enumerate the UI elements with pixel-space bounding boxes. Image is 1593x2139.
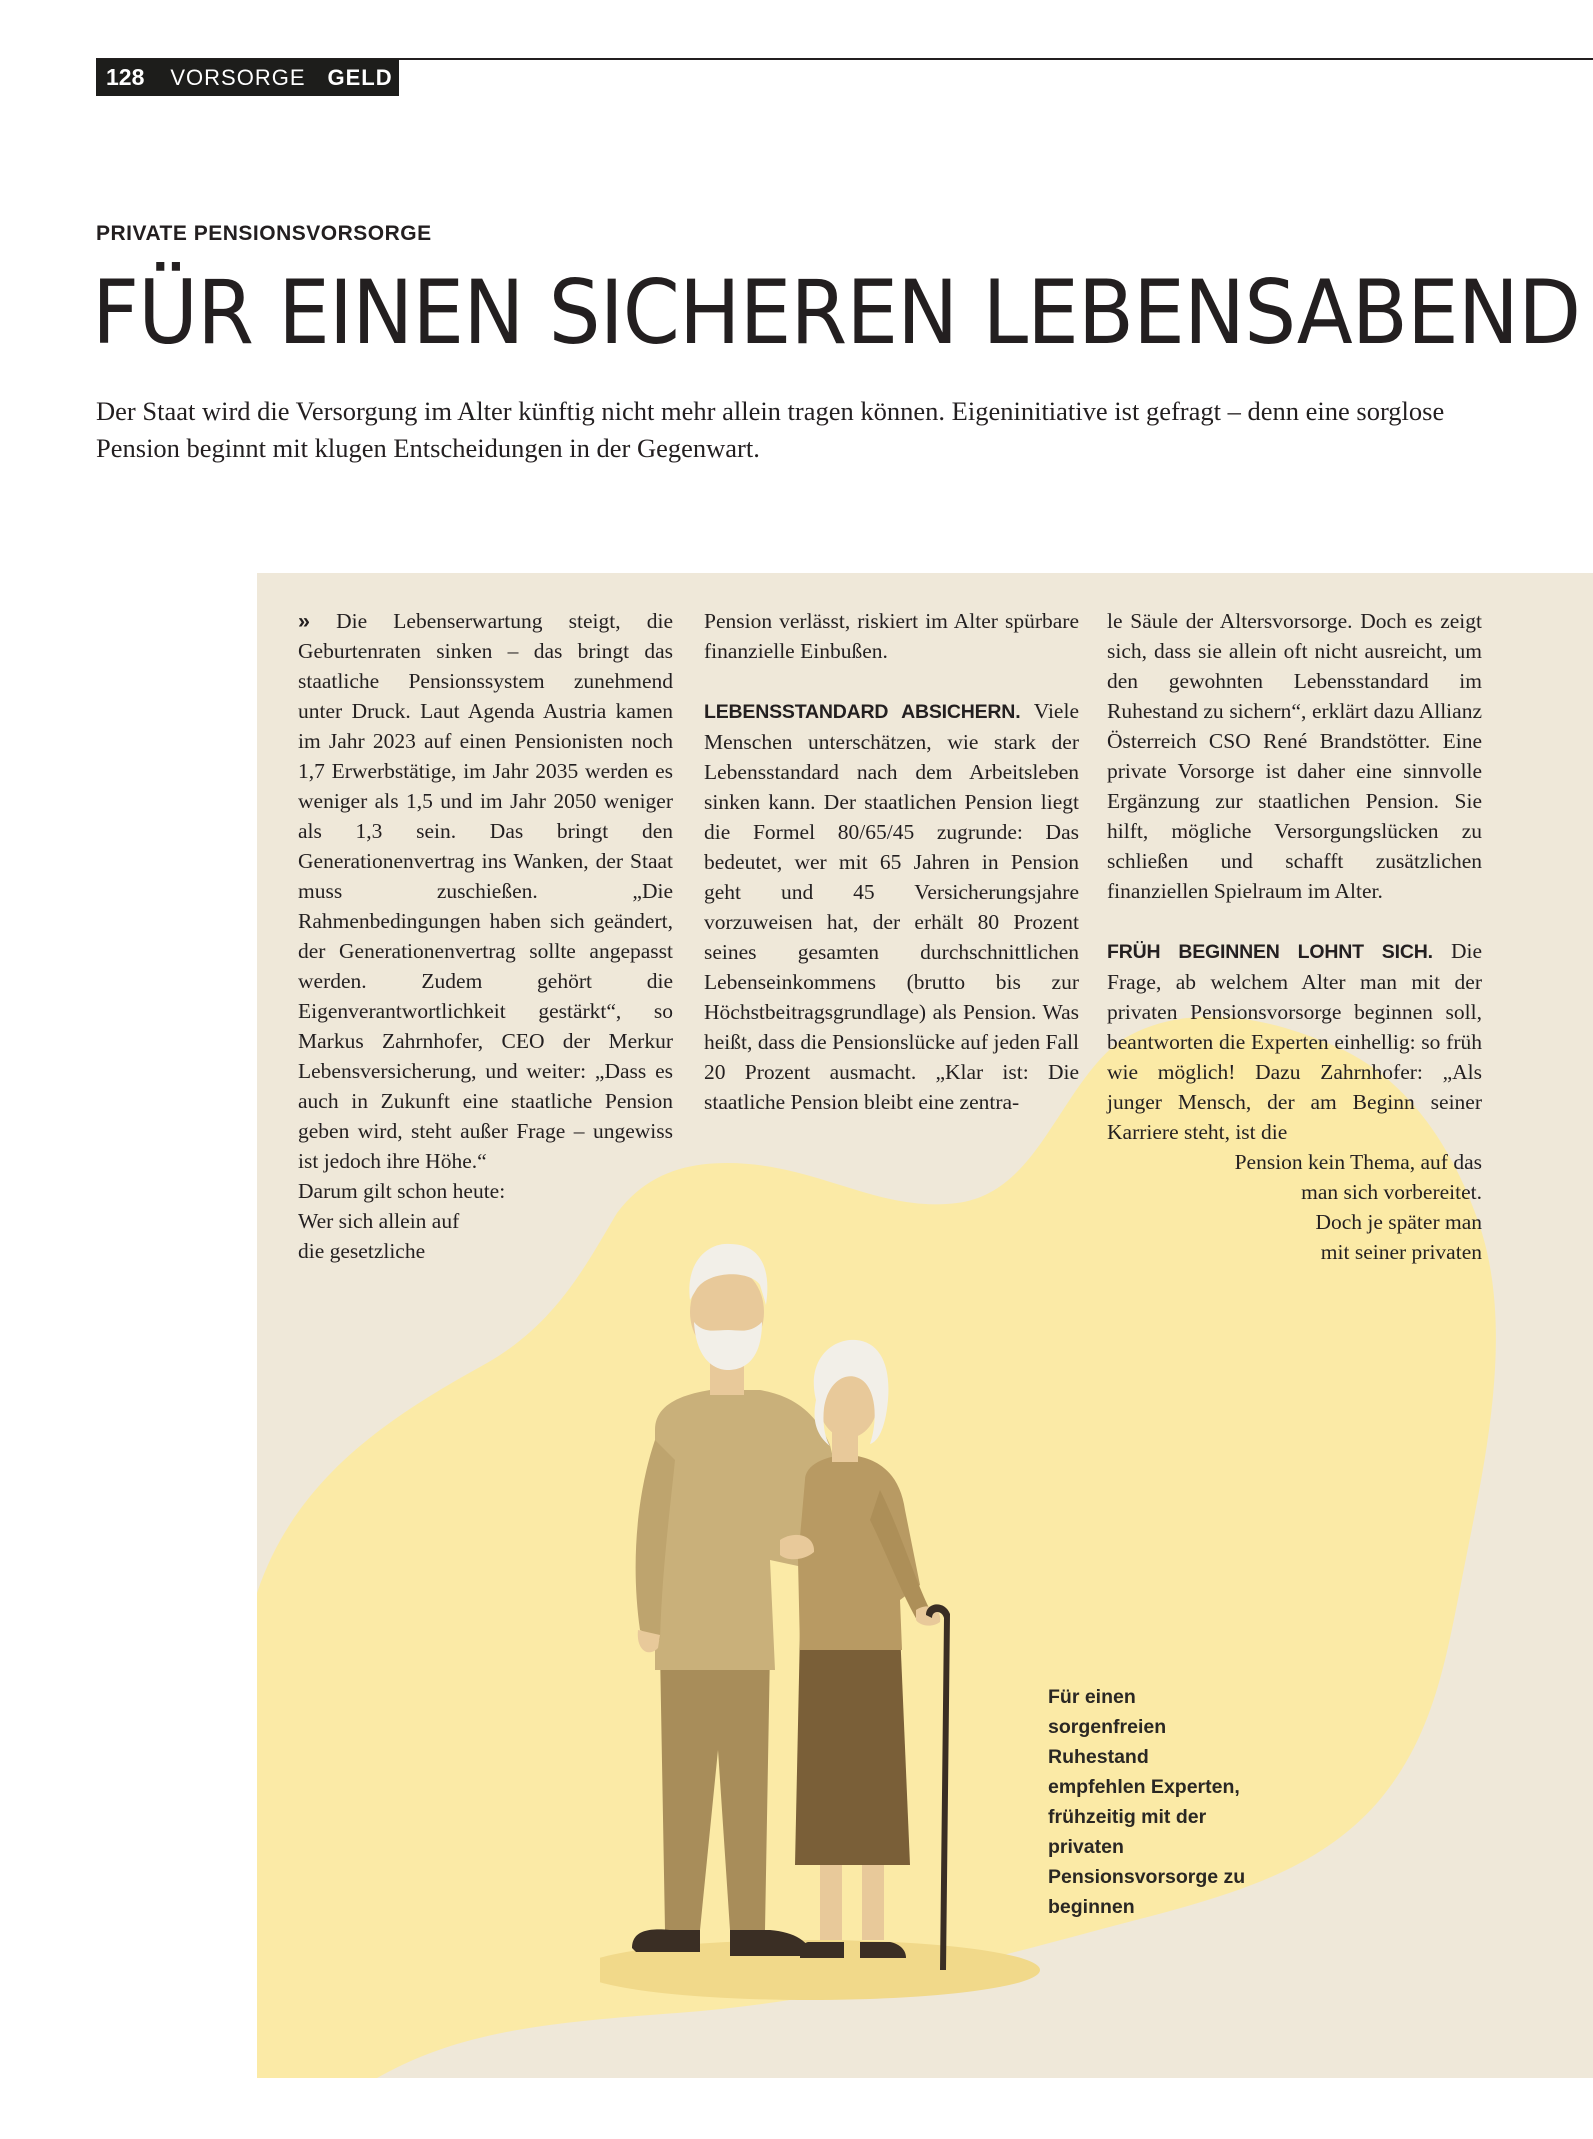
column-3-tail-line: Pension kein Thema, auf das — [1234, 1150, 1482, 1174]
cane — [926, 1604, 950, 1970]
column-2-paragraph-2 — [704, 696, 1079, 1117]
lead-paragraph: Der Staat wird die Versorgung im Alter künftig nicht mehr allein tragen können. Eigeninitiative ist gefragt – denn eine sorglose Pension beginnt mit klugen Entscheidungen in der Gegenwart. — [96, 396, 1445, 463]
man-shoe-right — [730, 1930, 812, 1956]
man-pants — [660, 1650, 770, 1930]
column-1-tail-line: Wer sich allein auf — [298, 1209, 460, 1233]
subhead-lebensstandard: LEBENSSTANDARD ABSICHERN. — [704, 701, 1021, 723]
column-1-tail-line: die gesetzliche — [298, 1239, 426, 1263]
section-label: VORSORGE — [170, 64, 306, 90]
kicker: PRIVATE PENSIONSVORSORGE — [96, 222, 432, 245]
man-shoe-left — [632, 1929, 700, 1952]
elderly-couple-illustration — [600, 1230, 1060, 2010]
article-column-3 — [1107, 606, 1482, 1267]
column-2-paragraph-1: Pension verlässt, riskiert im Alter spürbare finanzielle Einbußen. — [704, 609, 1079, 663]
page-title: FÜR EINEN SICHEREN LEBENSABEND — [92, 261, 1581, 364]
column-3-tail-line: man sich vorbereitet. — [1301, 1180, 1482, 1204]
column-1-tail-line: Darum gilt schon heute: — [298, 1179, 506, 1203]
column-3-tail-line: mit seiner privaten — [1320, 1240, 1482, 1264]
page-number: 128 — [106, 64, 145, 90]
column-3-body: Die Frage, ab welchem Alter man mit der privaten Pensionsvorsorge beginnen soll, beantworten die Experten einhellig: so früh wie möglich! Dazu Zahrnhofer: „Als junger Mensch, der am Beginn seiner Karriere steht, ist die — [1107, 939, 1482, 1144]
woman-shoe-left — [800, 1942, 844, 1958]
column-3-paragraph-1: le Säule der Altersvorsorge. Doch es zeigt sich, dass sie allein oft nicht ausreicht, um den gewohnten Lebensstandard im Ruhestand zu sichern“, erklärt dazu Allianz Österreich CSO René Brandstötter. Eine private Vorsorge ist daher eine sinnvolle Ergänzung zur staatlichen Pension. Sie hilft, mögliche Versorgungslücken zu schließen und schafft zusätzlichen finanziellen Spielraum im Alter. — [1107, 609, 1482, 903]
image-caption: Für einen sorgenfreien Ruhestand empfehlen Experten, frühzeitig mit der privaten Pensionsvorsorge zu beginnen — [1048, 1686, 1246, 1918]
article-column-2 — [704, 606, 1079, 1117]
article-column-1 — [298, 606, 673, 1266]
column-3-tail — [1107, 1147, 1482, 1267]
column-3-tail-line: Doch je später man — [1315, 1210, 1482, 1234]
subhead-frueh-beginnen: FRÜH BEGINNEN LOHNT SICH. — [1107, 941, 1433, 963]
column-2-body: Viele Menschen unterschätzen, wie stark der Lebensstandard nach dem Arbeitsleben sinken kann. Der staatlichen Pension liegt die Formel 80/65/45 zugrunde: Das bedeutet, wer mit 65 Jahren in Pension geht und 45 Versicherungsjahre vorzuweisen hat, der erhält 80 Prozent seines gesamten durchschnittlichen Lebenseinkommens (brutto bis zur Höchstbeitragsgrundlage) als Pension. Was heißt, dass die Pensionslücke auf jeden Fall 20 Prozent ausmacht. „Klar ist: Die staatliche Pension bleibt eine zentra- — [704, 699, 1079, 1114]
category-label: GELD — [327, 64, 393, 90]
column-1-paragraph — [298, 606, 673, 1176]
quote-mark-icon: » — [298, 609, 310, 633]
column-3-paragraph-2 — [1107, 936, 1482, 1147]
column-1-tail — [298, 1176, 673, 1266]
woman-skirt — [795, 1630, 910, 1865]
column-1-body: Die Lebenserwartung steigt, die Geburtenraten sinken – das bringt das staatliche Pensionssystem zunehmend unter Druck. Laut Agenda Austria kamen im Jahr 2023 auf einen Pensionisten noch 1,7 Erwerbstätige, im Jahr 2035 werden es weniger als 1,5 und im Jahr 2050 weniger als 1,3 sein. Das bringt den Generationenvertrag ins Wanken, der Staat muss zuschießen. „Die Rahmenbedingungen haben sich geändert, der Generationenvertrag sollte angepasst werden. Zudem gehört die Eigenverantwortlichkeit gestärkt“, so Markus Zahrnhofer, CEO der Merkur Lebensversicherung, und weiter: „Dass es auch in Zukunft eine staatliche Pension geben wird, steht außer Frage – ungewiss ist jedoch ihre Höhe.“ — [298, 609, 673, 1173]
header-tab — [96, 59, 399, 96]
